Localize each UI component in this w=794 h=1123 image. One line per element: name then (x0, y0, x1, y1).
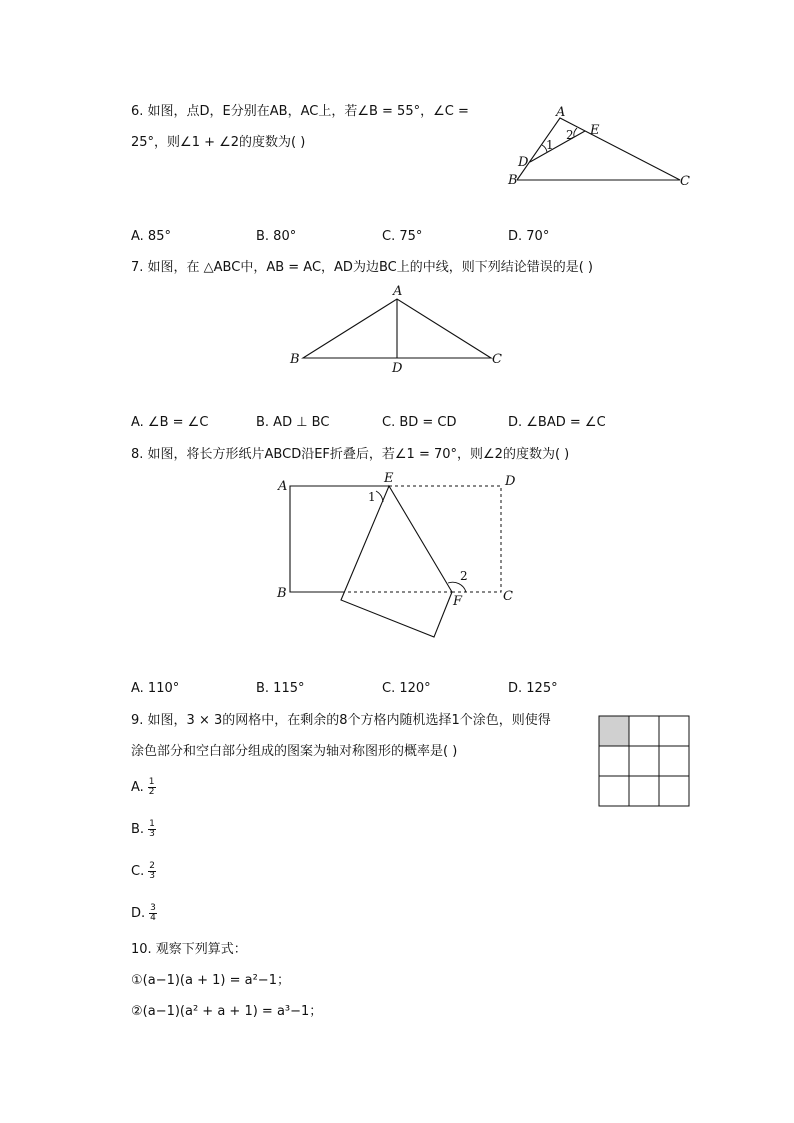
q8-label-A: A (278, 479, 288, 494)
q7-text-line1: 7. 如图，在 △ABC中，AB = AC，AD为边BC上的中线，则下列结论错误的是( ) (131, 260, 593, 275)
q9-option-c: C. $\frac{2}{3}$ (131, 861, 155, 881)
q8-label-B: B (277, 586, 287, 601)
q10-formula-1: ①(a−1)(a + 1) = a²−1； (131, 973, 290, 988)
q9-text-line2: 涂色部分和空白部分组成的图案为轴对称图形的概率是( ) (131, 744, 458, 759)
q9-option-d: D. $\frac{3}{4}$ (131, 903, 156, 923)
q6-angle-1: 1 (546, 138, 554, 152)
q9-option-a: A. $\frac{1}{2}$ (131, 777, 155, 797)
q6-figure (500, 100, 700, 195)
q7-option-a: A. ∠B = ∠C (131, 415, 209, 430)
q7-option-c: C. BD = CD (382, 415, 457, 430)
q10-formula-2: ②(a−1)(a² + a + 1) = a³−1； (131, 1004, 323, 1019)
q6-angle-2: 2 (566, 128, 574, 142)
q8-label-F: F (453, 594, 463, 609)
q6-label-B: B (508, 173, 518, 188)
q8-option-c: C. 120° (382, 681, 431, 696)
q7-label-D: D (392, 361, 403, 376)
q8-angle-2: 2 (460, 569, 468, 583)
q8-figure (272, 470, 527, 645)
q9-text-line1: 9. 如图，3 × 3的网格中，在剩余的8个方格内随机选择1个涂色，则使得 (131, 713, 551, 728)
q7-figure (285, 282, 515, 377)
q9-option-b: B. $\frac{1}{3}$ (131, 819, 155, 839)
q6-label-D: D (518, 155, 529, 170)
q6-option-b: B. 80° (256, 229, 297, 244)
q8-label-D: D (505, 474, 516, 489)
q7-option-d: D. ∠BAD = ∠C (508, 415, 606, 430)
q7-label-C: C (492, 352, 502, 367)
q6-label-A: A (556, 105, 566, 120)
q6-text-line2: 25°，则∠1 + ∠2的度数为( ) (131, 135, 306, 150)
q9-grid-figure (598, 715, 690, 807)
q7-label-B: B (290, 352, 300, 367)
q6-option-a: A. 85° (131, 229, 171, 244)
q8-label-E: E (384, 471, 394, 486)
q10-text-line1: 10. 观察下列算式： (131, 942, 247, 957)
q6-label-E: E (590, 123, 600, 138)
q8-option-d: D. 125° (508, 681, 558, 696)
q6-label-C: C (680, 174, 690, 189)
q6-option-d: D. 70° (508, 229, 550, 244)
q8-angle-1: 1 (368, 490, 376, 504)
q8-option-a: A. 110° (131, 681, 180, 696)
q7-label-A: A (393, 284, 403, 299)
q6-text-line1: 6. 如图，点D，E分别在AB，AC上，若∠B = 55°，∠C = (131, 104, 469, 119)
q7-option-b: B. AD ⊥ BC (256, 415, 330, 430)
q8-option-b: B. 115° (256, 681, 305, 696)
q8-text-line1: 8. 如图，将长方形纸片ABCD沿EF折叠后，若∠1 = 70°，则∠2的度数为( ) (131, 447, 570, 462)
q8-label-C: C (503, 589, 513, 604)
q6-option-c: C. 75° (382, 229, 423, 244)
q9-shaded-cell (599, 716, 629, 746)
